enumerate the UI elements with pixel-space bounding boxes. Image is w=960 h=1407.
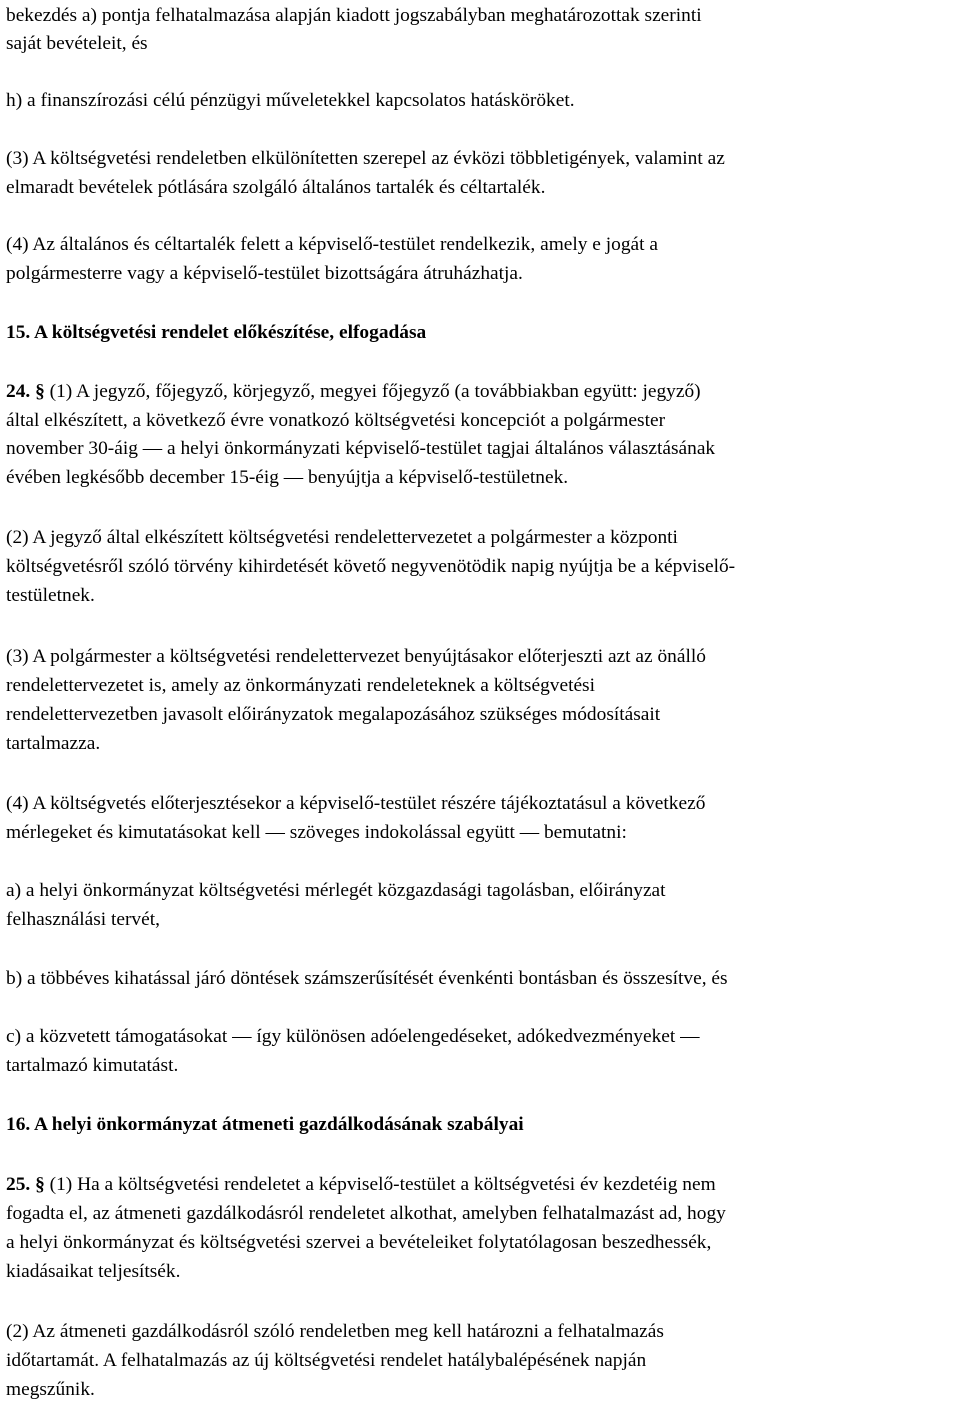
paragraph-line: tartalmazza. — [6, 733, 101, 754]
paragraph-line: rendelettervezetben javasolt előirányzatok megalapozásához szükséges módosításait — [6, 704, 661, 725]
paragraph-line: (3) A költségvetési rendeletben elkülönítetten szerepel az évközi többletigények, valamint az — [6, 148, 725, 169]
paragraph-text: (1) Ha a költségvetési rendeletet a képviselő-testület a költségvetési év kezdetéig nem — [49, 1174, 716, 1195]
paragraph-line: saját bevételeit, és — [6, 33, 148, 54]
paragraph-line: kiadásaikat teljesítsék. — [6, 1261, 181, 1282]
paragraph-line: (4) Az általános és céltartalék felett a képviselő-testület rendelkezik, amely e jogát a — [6, 234, 658, 255]
section-number: 24. § — [6, 381, 45, 402]
section-heading: 16. A helyi önkormányzat átmeneti gazdálkodásának szabályai — [6, 1114, 524, 1135]
list-item-line: tartalmazó kimutatást. — [6, 1055, 179, 1076]
paragraph-line: testületnek. — [6, 585, 95, 606]
paragraph-line: a helyi önkormányzat és költségvetési szervei a bevételeiket folytatólagosan beszedhessék, — [6, 1232, 712, 1253]
paragraph-line: időtartamát. A felhatalmazás az új költségvetési rendelet hatálybalépésének napján — [6, 1350, 647, 1371]
paragraph-line: h) a finanszírozási célú pénzügyi műveletekkel kapcsolatos hatásköröket. — [6, 90, 575, 111]
paragraph-line: megszűnik. — [6, 1379, 95, 1400]
paragraph-line — [6, 380, 701, 404]
paragraph-line: költségvetésről szóló törvény kihirdetését követő negyvenötödik napig nyújtja be a képviselő- — [6, 556, 736, 577]
paragraph-line: november 30-áig — a helyi önkormányzati képviselő-testület tagjai általános választásának — [6, 438, 716, 459]
paragraph-line: bekezdés a) pontja felhatalmazása alapján kiadott jogszabályban meghatározottak szerinti — [6, 5, 702, 26]
paragraph-text: (1) A jegyző, főjegyző, körjegyző, megyei főjegyző (a továbbiakban együtt: jegyző) — [49, 381, 701, 402]
paragraph-line — [6, 1173, 716, 1197]
paragraph-line: évében legkésőbb december 15-éig — benyújtja a képviselő-testületnek. — [6, 467, 569, 488]
paragraph-line: fogadta el, az átmeneti gazdálkodásról rendeletet alkothat, amelyben felhatalmazást ad, hogy — [6, 1203, 726, 1224]
paragraph-line: (2) A jegyző által elkészített költségvetési rendelettervezetet a polgármester a központi — [6, 527, 678, 548]
paragraph-line: által elkészített, a következő évre vonatkozó költségvetési koncepciót a polgármester — [6, 410, 666, 431]
paragraph-line: (4) A költségvetés előterjesztésekor a képviselő-testület részére tájékoztatásul a következő — [6, 793, 706, 814]
paragraph-line: (2) Az átmeneti gazdálkodásról szóló rendeletben meg kell határozni a felhatalmazás — [6, 1321, 664, 1342]
list-item-line: felhasználási tervét, — [6, 909, 160, 930]
paragraph-line: elmaradt bevételek pótlására szolgáló általános tartalék és céltartalék. — [6, 177, 546, 198]
list-item-line: b) a többéves kihatással járó döntések számszerűsítését évenkénti bontásban és összesítve, és — [6, 968, 728, 989]
section-heading: 15. A költségvetési rendelet előkészítése, elfogadása — [6, 322, 427, 343]
paragraph-line: mérlegeket és kimutatásokat kell — szöveges indokolással együtt — bemutatni: — [6, 822, 627, 843]
list-item-line: a) a helyi önkormányzat költségvetési mérlegét közgazdasági tagolásban, előirányzat — [6, 880, 666, 901]
paragraph-line: rendelettervezetet is, amely az önkormányzati rendeleteknek a költségvetési — [6, 675, 595, 696]
section-number: 25. § — [6, 1174, 45, 1195]
paragraph-line: polgármesterre vagy a képviselő-testület bizottságára átruházhatja. — [6, 263, 523, 284]
paragraph-line: (3) A polgármester a költségvetési rendelettervezet benyújtásakor előterjeszti azt az önálló — [6, 646, 706, 667]
list-item-line: c) a közvetett támogatásokat — így különösen adóelengedéseket, adókedvezményeket — — [6, 1026, 700, 1047]
